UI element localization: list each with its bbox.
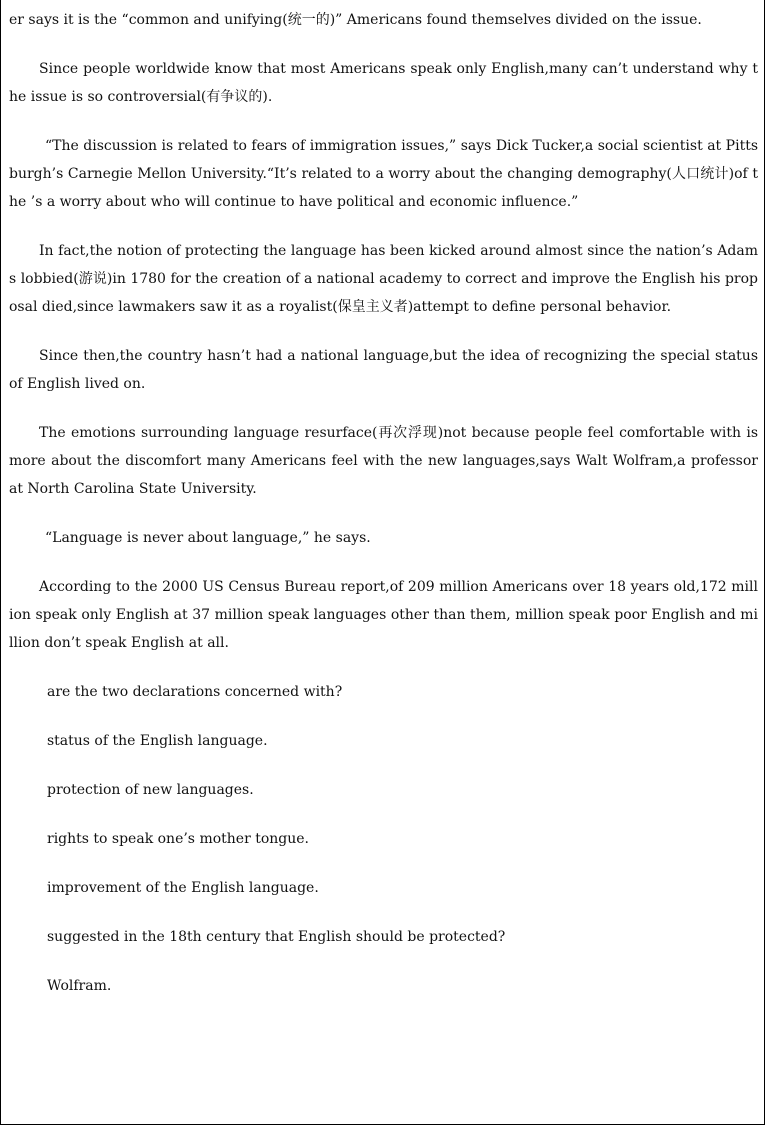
question-2: suggested in the 18th century that English should be protected?: [47, 929, 506, 945]
paragraph-1: er says it is the “common and unifying(统一的)” Americans found themselves divided on the issue.: [9, 12, 702, 28]
option-d: improvement of the English language.: [47, 880, 319, 896]
question-1: are the two declarations concerned with?: [47, 684, 343, 700]
paragraph-6: The emotions surrounding language resurface(再次浮现)not because people feel comfortable with is more about the discomfort many Americans feel with the new languages,says Walt Wolfram,a professor at North Carolina State University.: [9, 425, 758, 497]
option-c: rights to speak one’s mother tongue.: [47, 831, 310, 847]
paragraph-5: Since then,the country hasn’t had a national language,but the idea of recognizing the special status of English lived on.: [9, 348, 758, 392]
document-body: [9, 6, 758, 1021]
paragraph-4: In fact,the notion of protecting the language has been kicked around almost since the nation’s Adams lobbied(游说)in 1780 for the creation of a national academy to correct and improve the English his proposal died,since lawmakers saw it as a royalist(保皇主义者)attempt to define personal behavior.: [9, 243, 758, 315]
paragraph-3: “The discussion is related to fears of immigration issues,” says Dick Tucker,a social scientist at Pittsburgh’s Carnegie Mellon University.“It’s related to a worry about the changing demography(人口统计)of the ’s a worry about who will continue to have political and economic influence.”: [9, 138, 758, 210]
option-a-2: Wolfram.: [47, 978, 112, 994]
option-a: status of the English language.: [47, 733, 268, 749]
paragraph-7: “Language is never about language,” he says.: [45, 530, 371, 546]
paragraph-2: Since people worldwide know that most Americans speak only English,many can’t understand why the issue is so controversial(有争议的).: [9, 61, 758, 105]
option-b: protection of new languages.: [47, 782, 254, 798]
paragraph-8: According to the 2000 US Census Bureau report,of 209 million Americans over 18 years old,172 million speak only English at 37 million speak languages other than them, million speak poor English and million don’t speak English at all.: [9, 579, 758, 651]
